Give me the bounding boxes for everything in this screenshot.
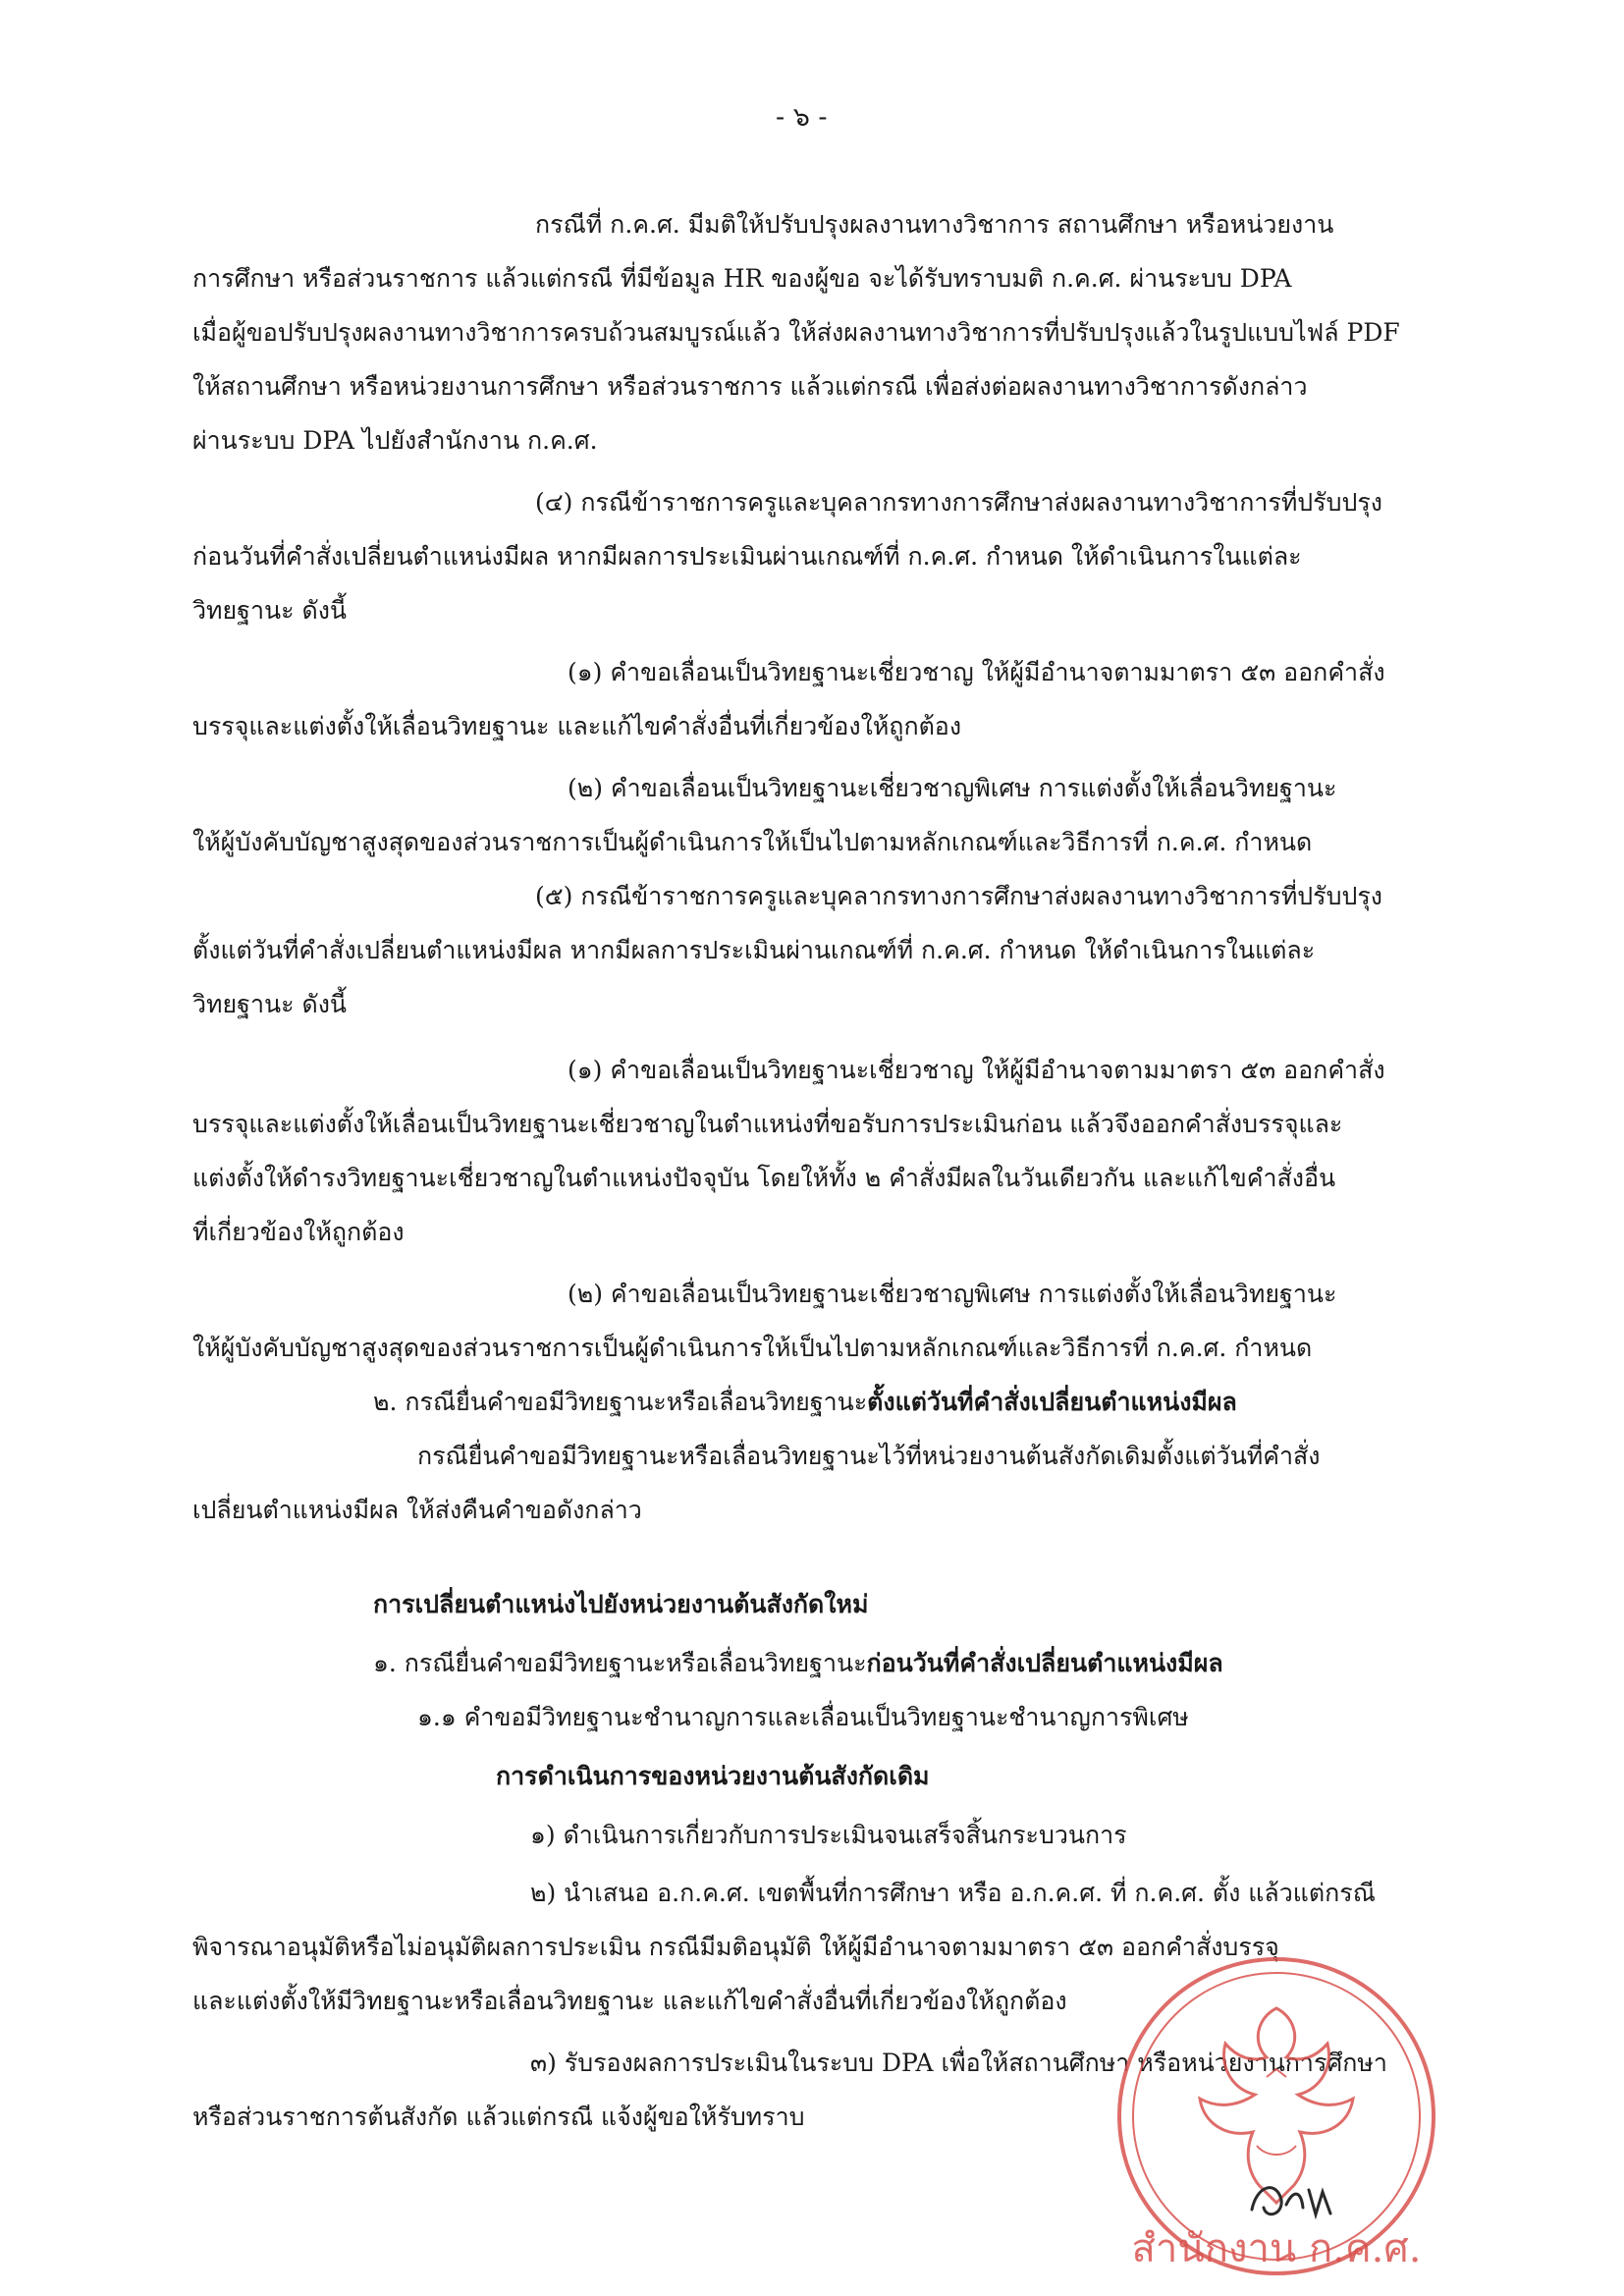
text-line: บรรจุและแต่งตั้งให้เลื่อนวิทยฐานะ และแก้ไขคำสั่งอื่นที่เกี่ยวข้องให้ถูกต้อง — [192, 712, 962, 740]
text-line: ที่เกี่ยวข้องให้ถูกต้อง — [192, 1218, 405, 1246]
section-heading-part: ๑. กรณียื่นคำขอมีวิทยฐานะหรือเลื่อนวิทยฐานะ — [373, 1649, 867, 1677]
text-line: แต่งตั้งให้ดำรงวิทยฐานะเชี่ยวชาญในตำแหน่งปัจจุบัน โดยให้ทั้ง ๒ คำสั่งมีผลในวันเดียวกัน และแก้ไขคำสั่งอื่น — [192, 1164, 1336, 1192]
text-line: (๑) คำขอเลื่อนเป็นวิทยฐานะเชี่ยวชาญ ให้ผู้มีอำนาจตามมาตรา ๕๓ ออกคำสั่ง — [568, 658, 1385, 686]
text-line: วิทยฐานะ ดังนี้ — [192, 990, 347, 1018]
section-heading: การเปลี่ยนตำแหน่งไปยังหน่วยงานต้นสังกัดใหม่ — [373, 1590, 869, 1618]
text-line: (๒) คำขอเลื่อนเป็นวิทยฐานะเชี่ยวชาญพิเศษ การแต่งตั้งให้เลื่อนวิทยฐานะ — [568, 1280, 1337, 1308]
text-line: (๑) คำขอเลื่อนเป็นวิทยฐานะเชี่ยวชาญ ให้ผู้มีอำนาจตามมาตรา ๕๓ ออกคำสั่ง — [568, 1056, 1385, 1084]
text-line: ให้สถานศึกษา หรือหน่วยงานการศึกษา หรือส่วนราชการ แล้วแต่กรณี เพื่อส่งต่อผลงานทางวิชาการดังกล่าว — [192, 372, 1308, 401]
text-line: กรณียื่นคำขอมีวิทยฐานะหรือเลื่อนวิทยฐานะไว้ที่หน่วยงานต้นสังกัดเดิมตั้งแต่วันที่คำสั่ง — [417, 1442, 1321, 1470]
text-line: (๔) กรณีข้าราชการครูและบุคลากรทางการศึกษาส่งผลงานทางวิชาการที่ปรับปรุง — [535, 488, 1382, 517]
official-seal-icon — [1110, 1949, 1443, 2283]
text-line: ตั้งแต่วันที่คำสั่งเปลี่ยนตำแหน่งมีผล หากมีผลการประเมินผ่านเกณฑ์ที่ ก.ค.ศ. กำหนด ให้ดำเนินการในแต่ละ — [192, 936, 1316, 964]
text-line: เมื่อผู้ขอปรับปรุงผลงานทางวิชาการครบถ้วนสมบูรณ์แล้ว ให้ส่งผลงานทางวิชาการที่ปรับปรุงแล้วในรูปแบบไฟล์ PDF — [192, 318, 1400, 347]
text-line: กรณีที่ ก.ค.ศ. มีมติให้ปรับปรุงผลงานทางวิชาการ สถานศึกษา หรือหน่วยงาน — [535, 210, 1334, 239]
text-line: การศึกษา หรือส่วนราชการ แล้วแต่กรณี ที่มีข้อมูล HR ของผู้ขอ จะได้รับทราบมติ ก.ค.ศ. ผ่านระบบ DPA — [192, 264, 1292, 293]
text-line: วิทยฐานะ ดังนี้ — [192, 596, 347, 625]
text-line: ๑) ดำเนินการเกี่ยวกับการประเมินจนเสร็จสิ้นกระบวนการ — [530, 1821, 1127, 1849]
text-line: หรือส่วนราชการต้นสังกัด แล้วแต่กรณี แจ้งผู้ขอให้รับทราบ — [192, 2103, 805, 2131]
seal-text: สำนักงาน ก.ค.ศ. — [1131, 2226, 1422, 2271]
text-line: ผ่านระบบ DPA ไปยังสำนักงาน ก.ค.ศ. — [192, 426, 598, 455]
text-line — [373, 1387, 1237, 1418]
text-line: ก่อนวันที่คำสั่งเปลี่ยนตำแหน่งมีผล หากมีผลการประเมินผ่านเกณฑ์ที่ ก.ค.ศ. กำหนด ให้ดำเนินการในแต่ละ — [192, 542, 1302, 571]
text-line: ให้ผู้บังคับบัญชาสูงสุดของส่วนราชการเป็นผู้ดำเนินการให้เป็นไปตามหลักเกณฑ์และวิธีการที่ ก.ค.ศ. กำหนด — [192, 1334, 1313, 1362]
page-number: - ๖ - — [776, 102, 828, 133]
section-heading-bold: ตั้งแต่วันที่คำสั่งเปลี่ยนตำแหน่งมีผล — [867, 1388, 1237, 1416]
text-line: ให้ผู้บังคับบัญชาสูงสุดของส่วนราชการเป็นผู้ดำเนินการให้เป็นไปตามหลักเกณฑ์และวิธีการที่ ก.ค.ศ. กำหนด — [192, 828, 1313, 856]
text-line — [373, 1648, 1223, 1679]
text-line: บรรจุและแต่งตั้งให้เลื่อนเป็นวิทยฐานะเชี่ยวชาญในตำแหน่งที่ขอรับการประเมินก่อน แล้วจึงออกคำสั่งบรรจุและ — [192, 1110, 1343, 1138]
text-line: ๓) รับรองผลการประเมินในระบบ DPA เพื่อให้สถานศึกษา หรือหน่วยงานการศึกษา — [530, 2049, 1387, 2077]
text-line: ๑.๑ คำขอมีวิทยฐานะชำนาญการและเลื่อนเป็นวิทยฐานะชำนาญการพิเศษ — [417, 1703, 1189, 1731]
subsection-heading: การดำเนินการของหน่วยงานต้นสังกัดเดิม — [496, 1762, 930, 1790]
text-line: เปลี่ยนตำแหน่งมีผล ให้ส่งคืนคำขอดังกล่าว — [192, 1496, 642, 1524]
text-line: ๒) นำเสนอ อ.ก.ค.ศ. เขตพื้นที่การศึกษา หรือ อ.ก.ค.ศ. ที่ ก.ค.ศ. ตั้ง แล้วแต่กรณี — [530, 1879, 1376, 1907]
signature-icon — [1242, 2170, 1360, 2229]
text-line: (๕) กรณีข้าราชการครูและบุคลากรทางการศึกษาส่งผลงานทางวิชาการที่ปรับปรุง — [535, 882, 1382, 910]
text-line: พิจารณาอนุมัติหรือไม่อนุมัติผลการประเมิน กรณีมีมติอนุมัติ ให้ผู้มีอำนาจตามมาตรา ๕๓ ออกคำสั่งบรรจุ — [192, 1933, 1279, 1961]
text-line: และแต่งตั้งให้มีวิทยฐานะหรือเลื่อนวิทยฐานะ และแก้ไขคำสั่งอื่นที่เกี่ยวข้องให้ถูกต้อง — [192, 1987, 1067, 2015]
section-heading-bold: ก่อนวันที่คำสั่งเปลี่ยนตำแหน่งมีผล — [866, 1649, 1223, 1677]
text-line: (๒) คำขอเลื่อนเป็นวิทยฐานะเชี่ยวชาญพิเศษ การแต่งตั้งให้เลื่อนวิทยฐานะ — [568, 774, 1337, 802]
section-heading-part: ๒. กรณียื่นคำขอมีวิทยฐานะหรือเลื่อนวิทยฐานะ — [373, 1388, 868, 1416]
